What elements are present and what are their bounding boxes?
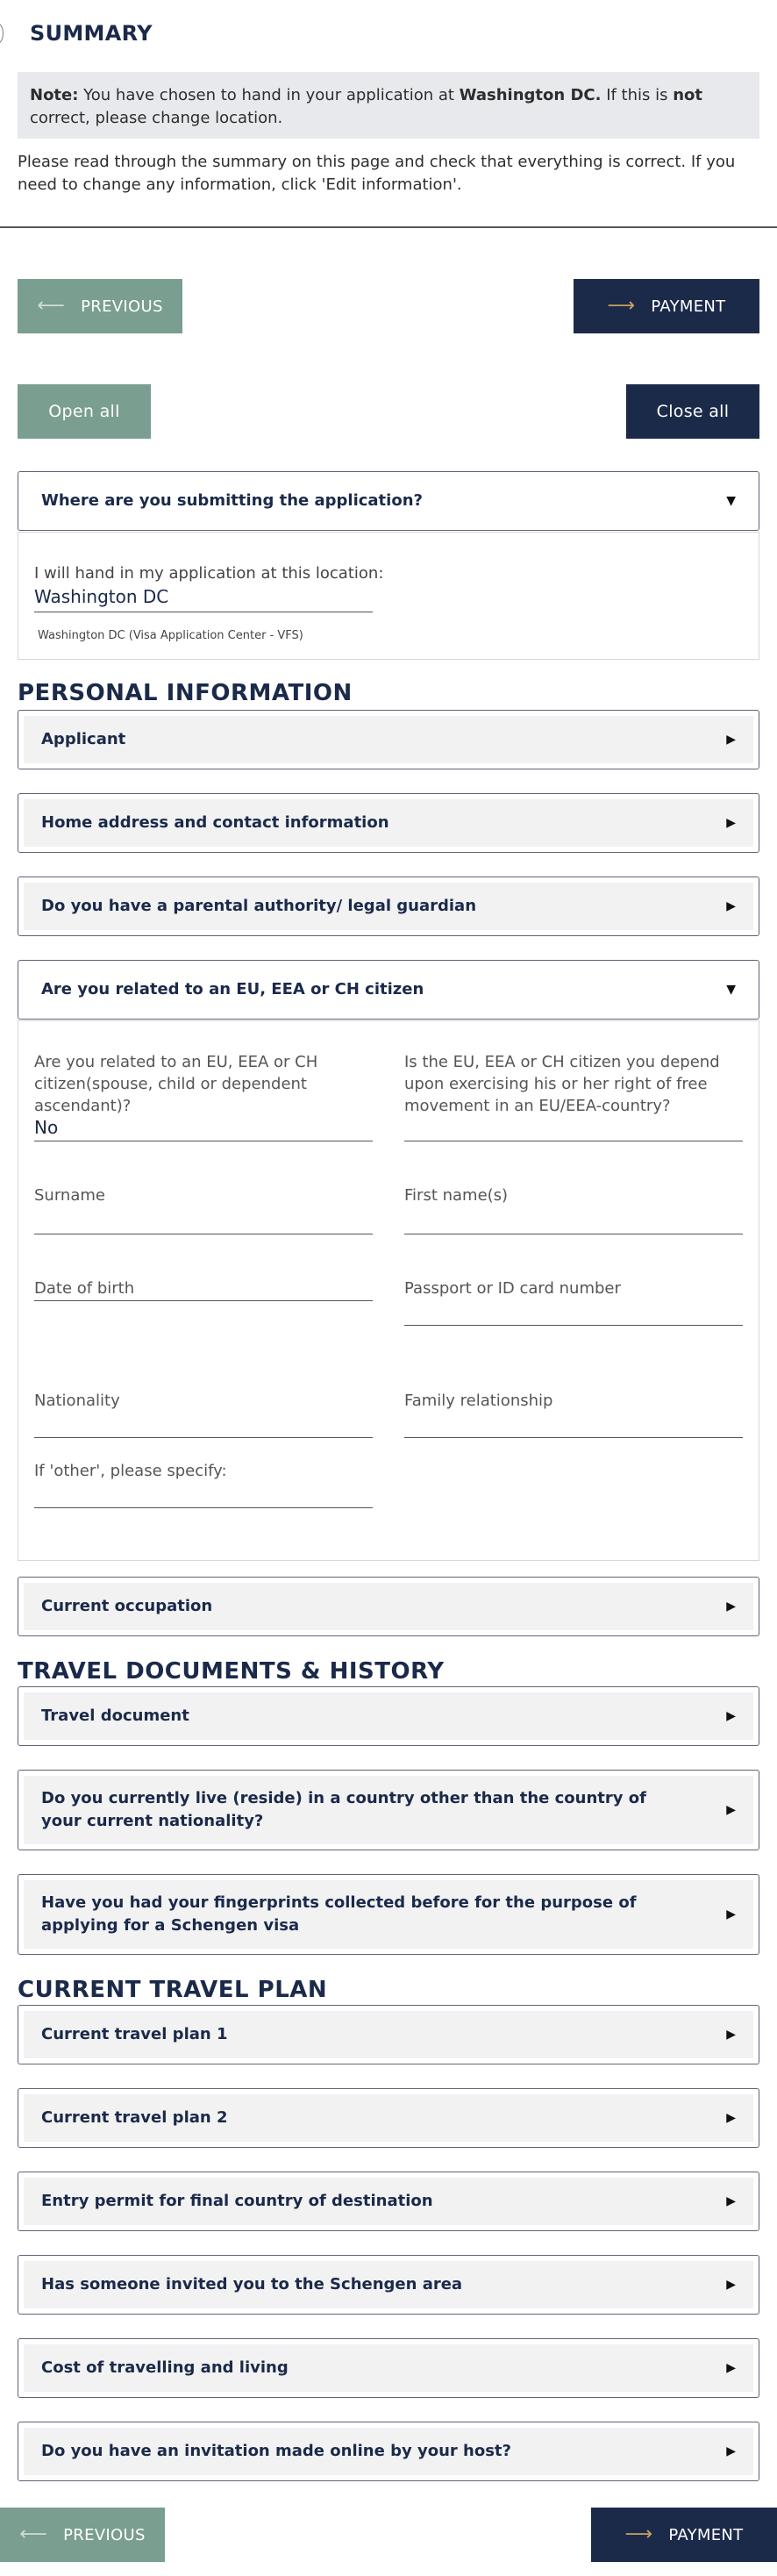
divider	[0, 226, 777, 228]
section-travel-documents: TRAVEL DOCUMENTS & HISTORY	[18, 1658, 445, 1685]
caret-right-icon: ▶	[726, 2361, 736, 2375]
nationality-underline	[34, 1437, 373, 1438]
accordion-home-address[interactable]	[18, 793, 759, 853]
accordion-applicant[interactable]	[18, 710, 759, 769]
side-tab-edge	[0, 23, 4, 44]
close-all-button[interactable]	[626, 384, 759, 439]
accordion-invitation-online[interactable]	[18, 2422, 759, 2481]
accordion-invited[interactable]	[18, 2255, 759, 2315]
previous-button-bottom[interactable]	[0, 2508, 165, 2562]
open-all-button[interactable]	[18, 384, 151, 439]
payment-button-bottom[interactable]	[591, 2508, 777, 2562]
submission-detail: Washington DC (Visa Application Center - VFS)	[38, 629, 303, 642]
previous-button-top[interactable]	[18, 279, 182, 333]
payment-label-bottom: PAYMENT	[668, 2525, 744, 2544]
accordion-travel-plan-2[interactable]	[18, 2088, 759, 2148]
caret-right-icon: ▶	[726, 2194, 736, 2208]
page-title: SUMMARY	[30, 21, 153, 46]
family-relationship-label: Family relationship	[404, 1392, 553, 1410]
arrow-right-icon: ⟶	[607, 295, 636, 317]
caret-right-icon: ▶	[726, 733, 736, 747]
eu-q2-label: Is the EU, EEA or CH citizen you depend upon exercising his or her right of free movement in an EU/EEA-country?	[404, 1053, 720, 1115]
caret-right-icon: ▶	[726, 1803, 736, 1817]
accordion-applicant-label: Applicant	[41, 730, 126, 748]
accordion-cost[interactable]	[18, 2338, 759, 2398]
family-relationship-underline	[404, 1437, 743, 1438]
accordion-parental-label: Do you have a parental authority/ legal guardian	[41, 897, 477, 915]
payment-label: PAYMENT	[651, 297, 726, 316]
section-current-travel-plan: CURRENT TRAVEL PLAN	[18, 1977, 328, 2003]
accordion-submission[interactable]	[18, 471, 759, 531]
accordion-eu-related-label: Are you related to an EU, EEA or CH citizen	[41, 980, 424, 998]
accordion-cost-label: Cost of travelling and living	[41, 2358, 289, 2377]
note-not: not	[673, 86, 703, 104]
close-all-label: Close all	[656, 402, 730, 421]
arrow-left-icon: ⟵	[19, 2523, 48, 2545]
accordion-reside-label: Do you currently live (reside) in a country other than the country of your current nationality?	[41, 1789, 646, 1830]
caret-right-icon: ▶	[726, 2111, 736, 2125]
caret-right-icon: ▶	[726, 2444, 736, 2458]
nationality-label: Nationality	[34, 1392, 120, 1410]
caret-right-icon: ▶	[726, 1709, 736, 1723]
accordion-invited-label: Has someone invited you to the Schengen area	[41, 2275, 463, 2293]
dob-label: Date of birth	[34, 1279, 135, 1298]
accordion-fingerprints[interactable]	[18, 1874, 759, 1955]
accordion-home-address-label: Home address and contact information	[41, 813, 389, 832]
intro-text: Please read through the summary on this page and check that everything is correct. If you need to change any information, click 'Edit information'.	[18, 153, 736, 194]
accordion-entry-permit-label: Entry permit for final country of destination	[41, 2192, 433, 2210]
note-prefix: Note:	[30, 86, 79, 104]
note-text-3: correct, please change location.	[30, 109, 283, 127]
accordion-parental-authority[interactable]	[18, 877, 759, 936]
caret-down-icon: ▼	[726, 494, 736, 508]
passport-underline	[404, 1325, 743, 1326]
accordion-eu-related[interactable]	[18, 960, 759, 1020]
caret-right-icon: ▶	[726, 2278, 736, 2292]
arrow-left-icon: ⟵	[37, 295, 66, 317]
note-text-1: You have chosen to hand in your application at	[78, 86, 460, 104]
caret-right-icon: ▶	[726, 1907, 736, 1921]
open-all-label: Open all	[48, 402, 120, 421]
first-names-label: First name(s)	[404, 1186, 509, 1205]
other-specify-label: If 'other', please specify:	[34, 1462, 227, 1480]
previous-label: PREVIOUS	[81, 297, 163, 316]
accordion-occupation[interactable]	[18, 1577, 759, 1636]
accordion-invitation-online-label: Do you have an invitation made online by your host?	[41, 2442, 511, 2460]
payment-button-top[interactable]	[574, 279, 759, 333]
passport-label: Passport or ID card number	[404, 1279, 621, 1298]
dob-underline	[34, 1300, 373, 1301]
caret-right-icon: ▶	[726, 2028, 736, 2042]
accordion-travel-plan-2-label: Current travel plan 2	[41, 2108, 228, 2127]
other-specify-underline	[34, 1507, 373, 1508]
note-location: Washington DC.	[459, 86, 602, 104]
note-text-2: If this is	[601, 86, 674, 104]
caret-right-icon: ▶	[726, 899, 736, 913]
caret-right-icon: ▶	[726, 1599, 736, 1614]
eu-related-panel	[18, 1020, 759, 1561]
eu-q1-label: Are you related to an EU, EEA or CH citizen(spouse, child or dependent ascendant)?	[34, 1053, 318, 1115]
location-note	[18, 72, 759, 139]
submission-panel	[18, 532, 759, 660]
accordion-travel-plan-1[interactable]	[18, 2005, 759, 2064]
eu-q1-value: No	[34, 1117, 59, 1138]
accordion-travel-plan-1-label: Current travel plan 1	[41, 2025, 228, 2043]
submission-value: Washington DC	[34, 586, 169, 607]
section-personal-information: PERSONAL INFORMATION	[18, 680, 353, 706]
arrow-right-icon: ⟶	[624, 2523, 653, 2545]
accordion-fingerprints-label: Have you had your fingerprints collected before for the purpose of applying for a Schengen visa	[41, 1893, 637, 1935]
caret-right-icon: ▶	[726, 816, 736, 830]
surname-label: Surname	[34, 1186, 105, 1205]
accordion-entry-permit[interactable]	[18, 2172, 759, 2231]
submission-label: I will hand in my application at this location:	[34, 564, 384, 583]
accordion-reside[interactable]	[18, 1770, 759, 1850]
accordion-travel-document[interactable]	[18, 1686, 759, 1746]
previous-label-bottom: PREVIOUS	[63, 2525, 146, 2544]
accordion-submission-label: Where are you submitting the application?	[41, 491, 423, 510]
accordion-occupation-label: Current occupation	[41, 1597, 213, 1615]
accordion-travel-document-label: Travel document	[41, 1707, 189, 1725]
caret-down-icon: ▼	[726, 983, 736, 997]
